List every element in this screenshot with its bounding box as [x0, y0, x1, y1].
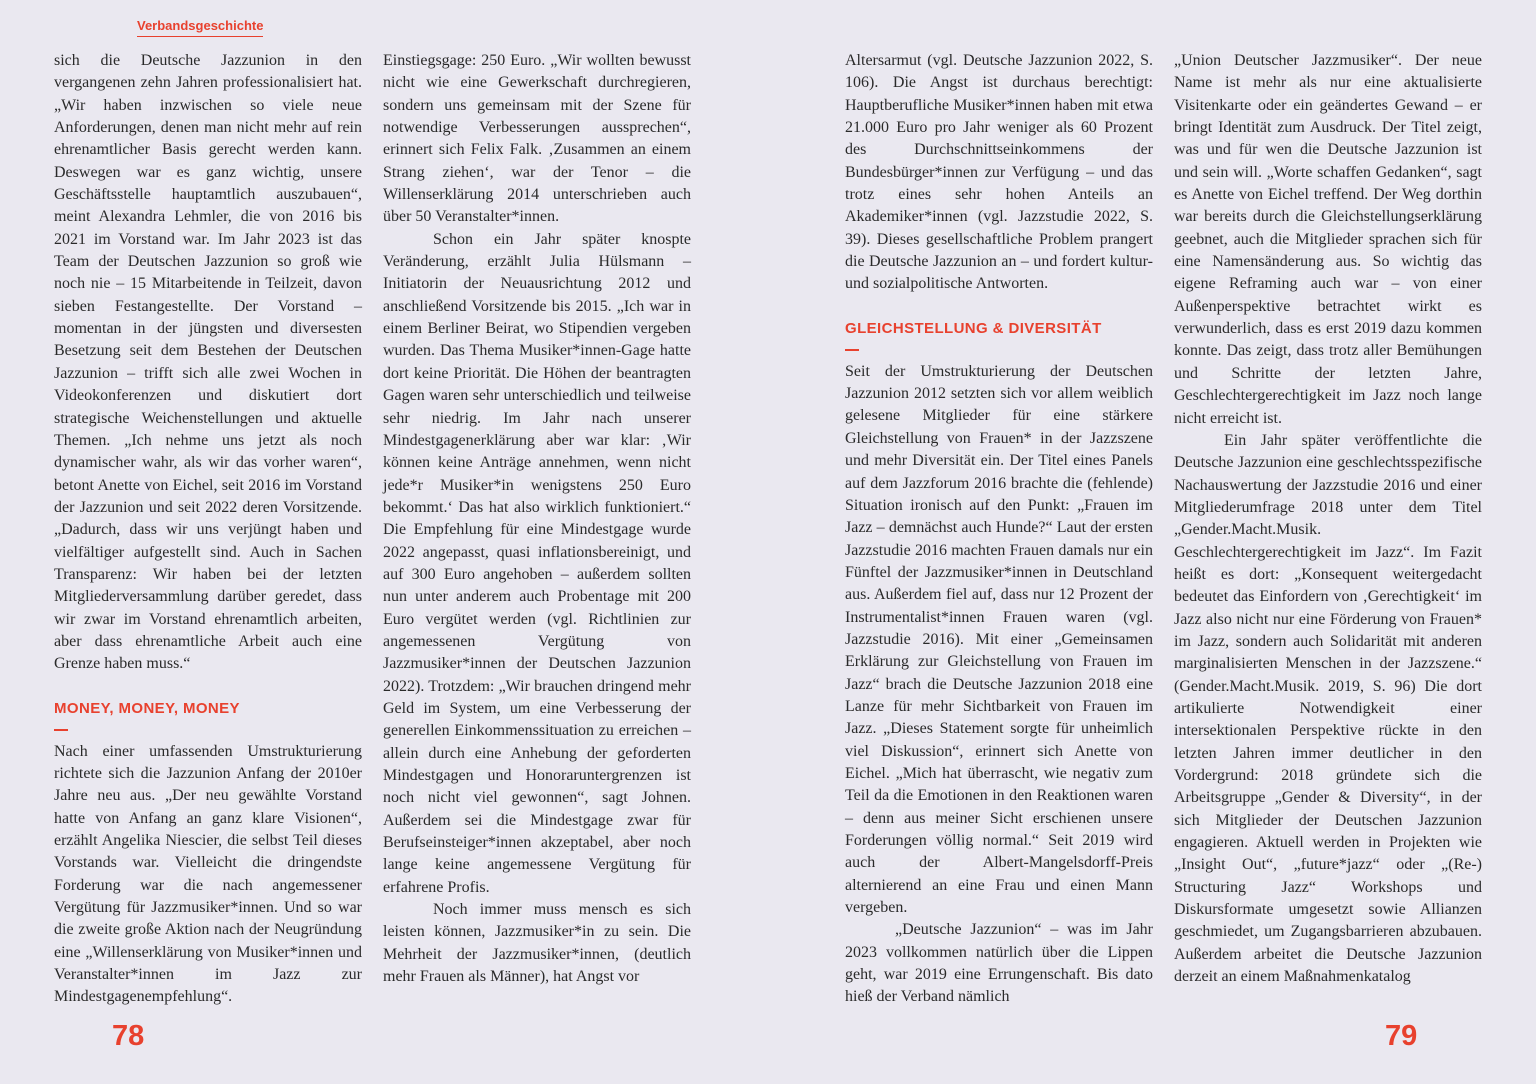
- paragraph: „Deutsche Jazzunion“ – was im Jahr 2023 vollkommen natürlich über die Lippen geht, war 2019 eine Errungenschaft. Bis dato hieß der Verband nämlich: [845, 921, 1153, 1006]
- section-heading-money: MONEY, MONEY, MONEY: [54, 699, 240, 717]
- paragraph: Nach einer umfassenden Umstrukturierung richtete sich die Jazzunion Anfang der 2010er Jahre neu aus. „Der neu gewählte Vorstand hatte von Anfang an ganz klare Visionen“, erzählt Angelika Niescier, die selbst Teil dieses Vorstands war. Vielleicht die dringendste Forderung war die nach angemessener Vergütung für Jazzmusiker*innen. Und so war die zweite große Aktion nach der Neugründung eine „Willenserklärung von Musiker*innen und Veranstalter*innen im Jazz zur Mindestgagenempfehlung“.: [54, 742, 362, 1006]
- paragraph: Einstiegsgage: 250 Euro. „Wir wollten bewusst nicht wie eine Gewerkschaft durchregieren, sondern uns gemeinsam mit der Szene für notwendige Verbesserungen aussprechen“, erinnert sich Felix Falk. ‚Zusammen an einem Strang ziehen‘, war der Tenor – die Willenserklärung 2014 unterschrieben auch über 50 Veranstalter*innen.: [383, 52, 691, 226]
- paragraph: Schon ein Jahr später knospte Veränderung, erzählt Julia Hülsmann – Initiatorin der Neuausrichtung 2012 und anschließend Vorsitzende bis 2015. „Ich war in einem Berliner Beirat, wo Stipendien vergeben wurden. Das Thema Musiker*innen-Gage hatte dort keine Priorität. Die Höhen der beantragten Gagen waren sehr unterschiedlich und teilweise sehr niedrig. Im Jahr nach unserer Mindestgagenerklärung aber war klar: ‚Wir können keine Anträge annehmen, wenn nicht jede*r Musiker*in wenigstens 250 Euro bekommt.‘ Das hat also wirklich funktioniert.“ Die Empfehlung für eine Mindestgage wurde 2022 angepasst, quasi inflationsbereinigt, und auf 300 Euro angehoben – außerdem sollten nun unter anderem auch Probentage mit 200 Euro vergütet werden (vgl. Richtlinien zur angemessenen Vergütung von Jazzmusiker*innen der Deutschen Jazzunion 2022). Trotzdem: „Wir brauchen dringend mehr Geld im System, um eine Verbesserung der generellen Einkommenssituation zu erreichen – allein durch eine Anhebung der geforderten Mindestgagen und Honoraruntergrenzen ist noch nicht viel gewonnen“, sagt Johnen. Außerdem sei die Mindestgage zwar für Berufseinsteiger*innen akzeptabel, aber noch lange keine angemessene Vergütung für erfahrene Profis.: [383, 230, 691, 896]
- paragraph: Noch immer muss mensch es sich leisten können, Jazzmusiker*in zu sein. Die Mehrheit der Jazzmusiker*innen, (deutlich mehr Frauen als Männer), hat Angst vor: [383, 901, 691, 986]
- paragraph: sich die Deutsche Jazzunion in den vergangenen zehn Jahren professionalisiert hat. „Wir haben inzwischen so viele neue Anforderungen, denen man nicht mehr auf rein ehrenamtlicher Basis gerecht werden kann. Deswegen war es ganz wichtig, unsere Geschäftsstelle hauptamtlich auszubauen“, meint Alexandra Lehmler, die von 2016 bis 2021 im Vorstand war. Im Jahr 2023 ist das Team der Deutschen Jazzunion so groß wie noch nie – 15 Mitarbeitende in Teilzeit, davon sieben Festangestellte. Der Vorstand – momentan in der jüngsten und diversesten Besetzung seit dem Bestehen der Deutschen Jazzunion – trifft sich alle zwei Wochen in Videokonferenzen und diskutiert dort strategische Weichenstellungen und aktuelle Themen. „Ich nehme uns jetzt als noch dynamischer wahr, als wir das vorher waren“, betont Anette von Eichel, seit 2016 im Vorstand der Jazzunion und seit 2022 deren Vorsitzende. „Dadurch, dass wir uns verjüngt haben und vielfältiger aufgestellt sind. Auch in Sachen Transparenz: Wir haben bei der letzten Mitgliederversammlung darüber geredet, dass wir zwar im Vorstand ehrenamtlich arbeiten, aber dass ehrenamtliche Arbeit auch eine Grenze haben muss.“: [54, 52, 362, 673]
- paragraph: Altersarmut (vgl. Deutsche Jazzunion 2022, S. 106). Die Angst ist durchaus berechtigt: Hauptberufliche Musiker*innen haben mit etwa 21.000 Euro pro Jahr weniger als 60 Prozent des Durchschnittseinkommens der Bundesbürger*innen zur Verfügung – und das trotz eines sehr hohen Anteils an Akademiker*innen (vgl. Jazzstudie 2022, S. 39). Dieses gesellschaftliche Problem prangert die Deutsche Jazzunion an – und fordert kultur- und sozialpolitische Antworten.: [845, 52, 1153, 293]
- paragraph: „Union Deutscher Jazzmusiker“. Der neue Name ist mehr als nur eine aktualisierte Visitenkarte oder ein geändertes Gewand – er bringt Identität zum Ausdruck. Der Titel zeigt, was und für wen die Deutsche Jazzunion ist und sein will. „Worte schaffen Gedanken“, sagt es Anette von Eichel treffend. Der Weg dorthin war bereits durch die Gleichstellungserklärung geebnet, auch die Mitglieder sprachen sich für eine Namensänderung aus. So wichtig das eigene Reframing auch war – von einer Außenperspektive betrachtet wirkt es verwunderlich, dass es erst 2019 dazu kommen konnte. Das zeigt, dass trotz aller Bemühungen und Schritte der letzten Jahre, Geschlechtergerechtigkeit im Jazz noch lange nicht erreicht ist.: [1174, 52, 1482, 427]
- column-4: [1174, 50, 1482, 988]
- paragraph: Ein Jahr später veröffentlichte die Deutsche Jazzunion eine geschlechtsspezifische Nachauswertung der Jazzstudie 2016 und einer Mitgliederumfrage 2018 unter dem Titel „Gender.Macht.Musik. Geschlechtergerechtigkeit im Jazz“. Im Fazit heißt es dort: „Konsequent weitergedacht bedeutet das Einfordern von ‚Gerechtigkeit‘ im Jazz also nicht nur eine Förderung von Frauen* im Jazz, sondern auch Solidarität mit anderen marginalisierten Menschen in der Jazzszene.“ (Gender.Macht.Musik. 2019, S. 96) Die dort artikulierte Notwendigkeit einer intersektionalen Perspektive rückte in den letzten Jahren immer deutlicher in den Vordergrund: 2018 gründete sich die Arbeitsgruppe „Gender & Diversity“, in der sich Mitglieder der Deutschen Jazzunion engagieren. Aktuell werden in Projekten wie „Insight Out“, „future*jazz“ oder „(Re-) Structuring Jazz“ Workshops und Diskursformate umgesetzt sowie Allianzen geschmiedet, um Zugangsbarrieren abzubauen. Außerdem arbeitet die Deutsche Jazzunion derzeit an einem Maßnahmenkatalog: [1174, 431, 1482, 986]
- section-heading-gleichstellung: GLEICHSTELLUNG & DIVERSITÄT: [845, 319, 1102, 337]
- paragraph: Seit der Umstrukturierung der Deutschen Jazzunion 2012 setzten sich vor allem weiblich gelesene Mitglieder für eine stärkere Gleichstellung von Frauen* in der Jazzszene und mehr Diversität ein. Der Titel eines Panels auf dem Jazzforum 2016 brachte die (fehlende) Situation ironisch auf den Punkt: „Frauen im Jazz – demnächst auch Hunde?“ Laut der ersten Jazzstudie 2016 machten Frauen damals nur ein Fünftel der Jazzmusiker*innen in Deutschland aus. Außerdem fiel auf, dass nur 12 Prozent der Instrumentalist*innen Frauen waren (vgl. Jazzstudie 2016). Mit einer „Gemeinsamen Erklärung zur Gleichstellung von Frauen im Jazz“ brach die Deutsche Jazzunion 2018 eine Lanze für mehr Sichtbarkeit von Frauen im Jazz. „Dieses Statement sorgte für unheimlich viel Diskussion“, erinnert sich Anette von Eichel. „Mich hat überrascht, wie negativ zum Teil da die Emotionen in den Reaktionen waren – denn aus meiner Sicht erschienen unsere Forderungen völlig normal.“ Seit 2019 wird auch der Albert-Mangelsdorff-Preis alternierend an eine Frau und einen Mann vergeben.: [845, 362, 1153, 917]
- page-number-right: 79: [1385, 1020, 1418, 1052]
- running-head: Verbandsgeschichte: [137, 18, 263, 37]
- column-2: [383, 50, 691, 988]
- column-1: [54, 50, 362, 1009]
- heading-dash: [54, 729, 68, 731]
- right-page: [768, 0, 1536, 1084]
- page-number-left: 78: [112, 1020, 145, 1052]
- heading-dash: [845, 349, 859, 351]
- column-3: [845, 50, 1153, 1009]
